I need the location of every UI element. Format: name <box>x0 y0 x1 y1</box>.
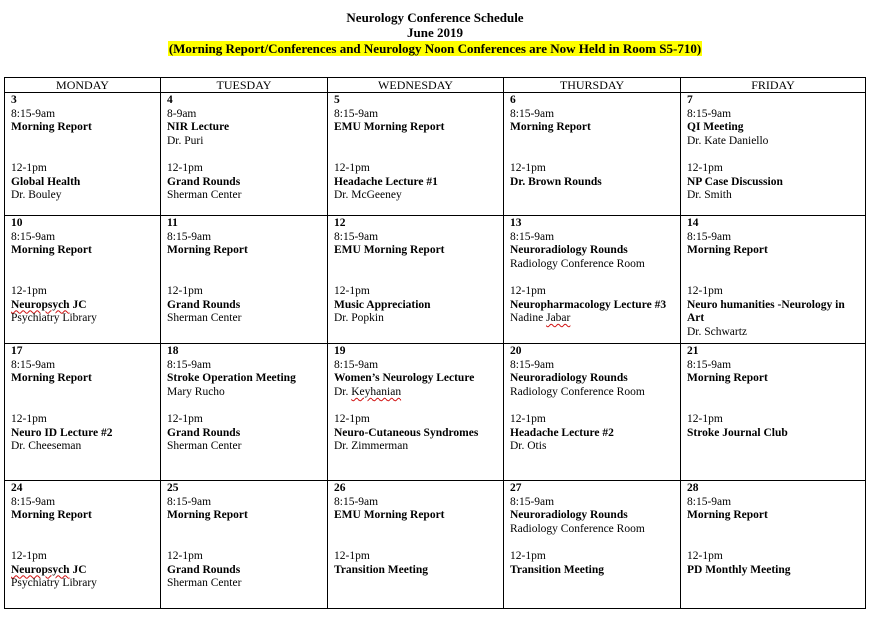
noon-time: 12-1pm <box>334 161 370 174</box>
day-number: 24 <box>11 482 23 494</box>
morning-time: 8:15-9am <box>687 358 732 371</box>
day-cell <box>328 344 504 481</box>
morning-event-title: Neuroradiology Rounds <box>510 372 628 385</box>
noon-time: 12-1pm <box>11 412 47 425</box>
document-subtitle: June 2019 <box>407 25 463 40</box>
noon-event-title: Neuropsych JC <box>11 298 87 311</box>
noon-event-title: Music Appreciation <box>334 298 431 311</box>
day-header-friday: FRIDAY <box>681 78 866 93</box>
noon-event-title: Neuropharmacology Lecture #3 <box>510 298 667 311</box>
noon-time: 12-1pm <box>510 549 546 562</box>
day-number: 26 <box>334 482 346 494</box>
noon-event-title: Headache Lecture #2 <box>510 426 614 439</box>
noon-time: 12-1pm <box>510 284 546 297</box>
slot-spacer <box>167 399 321 413</box>
day-number: 20 <box>510 345 522 357</box>
day-cell <box>681 344 866 481</box>
slot-spacer <box>687 386 859 413</box>
day-cell <box>5 216 161 344</box>
morning-event-detail: Radiology Conference Room <box>510 257 645 270</box>
day-number: 4 <box>167 94 173 106</box>
noon-time: 12-1pm <box>334 549 370 562</box>
morning-event-title: Neuroradiology Rounds <box>510 509 628 522</box>
day-header-row <box>5 78 866 93</box>
morning-event-detail: Dr. Puri <box>167 134 204 147</box>
day-cell <box>5 481 161 609</box>
noon-time: 12-1pm <box>510 412 546 425</box>
morning-time: 8:15-9am <box>687 230 732 243</box>
slot-spacer <box>687 258 859 285</box>
slot-spacer <box>687 523 859 550</box>
morning-event-title: Neuroradiology Rounds <box>510 244 628 257</box>
schedule-table <box>4 77 866 609</box>
noon-event-detail: Dr. Otis <box>510 440 547 453</box>
morning-time: 8:15-9am <box>510 358 555 371</box>
noon-time: 12-1pm <box>334 284 370 297</box>
day-number: 12 <box>334 217 346 229</box>
morning-time: 8:15-9am <box>11 495 56 508</box>
morning-event-title: EMU Morning Report <box>334 509 445 522</box>
noon-event-title: Neuro ID Lecture #2 <box>11 426 113 439</box>
slot-spacer <box>334 135 497 162</box>
slot-spacer <box>11 135 154 162</box>
noon-event-detail: Sherman Center <box>167 577 242 590</box>
day-cell <box>5 93 161 216</box>
day-cell <box>161 216 328 344</box>
day-header-tuesday: TUESDAY <box>161 78 328 93</box>
day-cell <box>681 481 866 609</box>
morning-event-detail: Radiology Conference Room <box>510 522 645 535</box>
slot-spacer <box>510 271 674 285</box>
morning-time: 8:15-9am <box>11 107 56 120</box>
day-cell <box>504 344 681 481</box>
noon-time: 12-1pm <box>687 549 723 562</box>
slot-spacer <box>334 258 497 285</box>
slot-spacer <box>167 148 321 162</box>
noon-event-detail: Psychiatry Library <box>11 312 97 325</box>
morning-event-title: QI Meeting <box>687 121 744 134</box>
noon-time: 12-1pm <box>510 161 546 174</box>
morning-time: 8:15-9am <box>11 358 56 371</box>
day-cell <box>504 216 681 344</box>
day-cell <box>328 93 504 216</box>
day-number: 13 <box>510 217 522 229</box>
morning-time: 8:15-9am <box>687 107 732 120</box>
morning-time: 8:15-9am <box>510 107 555 120</box>
morning-event-detail: Dr. Keyhanian <box>334 385 402 398</box>
morning-event-title: Morning Report <box>510 121 591 134</box>
slot-spacer <box>687 148 859 162</box>
day-number: 7 <box>687 94 693 106</box>
day-number: 18 <box>167 345 179 357</box>
noon-event-detail: Sherman Center <box>167 189 242 202</box>
noon-time: 12-1pm <box>11 161 47 174</box>
morning-time: 8-9am <box>167 107 197 120</box>
morning-event-title: Morning Report <box>167 509 248 522</box>
morning-time: 8:15-9am <box>510 495 555 508</box>
noon-event-detail: Dr. Zimmerman <box>334 440 409 453</box>
morning-event-title: Morning Report <box>11 121 92 134</box>
noon-event-title: NP Case Discussion <box>687 175 783 188</box>
noon-event-detail: Dr. Schwartz <box>687 325 748 338</box>
week-row <box>5 481 866 609</box>
day-cell <box>328 481 504 609</box>
slot-spacer <box>510 536 674 550</box>
morning-event-detail: Dr. Kate Daniello <box>687 134 769 147</box>
day-number: 25 <box>167 482 179 494</box>
noon-event-title: Transition Meeting <box>334 563 429 576</box>
noon-event-title: Global Health <box>11 175 81 188</box>
morning-event-title: Morning Report <box>687 244 768 257</box>
noon-event-detail: Dr. Bouley <box>11 189 62 202</box>
morning-time: 8:15-9am <box>167 230 212 243</box>
noon-event-detail: Dr. Popkin <box>334 312 384 325</box>
day-number: 5 <box>334 94 340 106</box>
noon-event-title: Grand Rounds <box>167 426 241 439</box>
noon-time: 12-1pm <box>167 549 203 562</box>
slot-spacer <box>11 523 154 550</box>
morning-event-detail: Mary Rucho <box>167 385 225 398</box>
day-number: 19 <box>334 345 346 357</box>
morning-event-title: Morning Report <box>167 244 248 257</box>
day-cell <box>161 481 328 609</box>
day-number: 28 <box>687 482 699 494</box>
noon-event-detail: Dr. Cheeseman <box>11 440 82 453</box>
noon-time: 12-1pm <box>687 161 723 174</box>
noon-event-title: Transition Meeting <box>510 563 605 576</box>
noon-event-title: Stroke Journal Club <box>687 426 788 439</box>
noon-event-title: PD Monthly Meeting <box>687 563 791 576</box>
morning-time: 8:15-9am <box>11 230 56 243</box>
slot-spacer <box>510 399 674 413</box>
noon-time: 12-1pm <box>167 161 203 174</box>
noon-event-title: Headache Lecture #1 <box>334 175 438 188</box>
noon-event-title: Neuro-Cutaneous Syndromes <box>334 426 479 439</box>
day-number: 3 <box>11 94 17 106</box>
slot-spacer <box>167 258 321 285</box>
day-cell <box>681 216 866 344</box>
morning-event-title: Morning Report <box>11 244 92 257</box>
document-title: Neurology Conference Schedule <box>346 10 524 25</box>
noon-time: 12-1pm <box>687 412 723 425</box>
noon-event-detail: Sherman Center <box>167 312 242 325</box>
morning-event-title: Morning Report <box>687 509 768 522</box>
noon-event-detail: Nadine Jabar <box>510 312 571 325</box>
noon-event-detail: Dr. McGeeney <box>334 189 402 202</box>
morning-time: 8:15-9am <box>687 495 732 508</box>
noon-event-title: Dr. Brown Rounds <box>510 175 602 188</box>
morning-time: 8:15-9am <box>334 230 379 243</box>
morning-time: 8:15-9am <box>334 358 379 371</box>
day-cell <box>161 93 328 216</box>
day-number: 11 <box>167 217 178 229</box>
noon-event-title: Grand Rounds <box>167 175 241 188</box>
slot-spacer <box>334 523 497 550</box>
day-number: 21 <box>687 345 699 357</box>
day-cell <box>328 216 504 344</box>
noon-event-detail: Dr. Smith <box>687 189 732 202</box>
slot-spacer <box>11 386 154 413</box>
morning-time: 8:15-9am <box>334 495 379 508</box>
noon-event-title: Neuropsych JC <box>11 563 87 576</box>
document-header <box>0 10 870 58</box>
morning-event-title: Stroke Operation Meeting <box>167 372 296 385</box>
morning-event-detail: Radiology Conference Room <box>510 385 645 398</box>
morning-time: 8:15-9am <box>167 495 212 508</box>
noon-event-title: Grand Rounds <box>167 563 241 576</box>
day-cell <box>161 344 328 481</box>
noon-event-detail: Psychiatry Library <box>11 577 97 590</box>
week-row <box>5 344 866 481</box>
morning-event-title: EMU Morning Report <box>334 244 445 257</box>
noon-event-detail: Sherman Center <box>167 440 242 453</box>
morning-event-title: EMU Morning Report <box>334 121 445 134</box>
week-row <box>5 216 866 344</box>
morning-event-title: Morning Report <box>11 509 92 522</box>
morning-time: 8:15-9am <box>510 230 555 243</box>
noon-time: 12-1pm <box>11 549 47 562</box>
morning-event-title: NIR Lecture <box>167 121 230 134</box>
noon-time: 12-1pm <box>167 284 203 297</box>
noon-time: 12-1pm <box>334 412 370 425</box>
day-cell <box>504 481 681 609</box>
room-notice: (Morning Report/Conferences and Neurology Noon Conferences are Now Held in Room S5-710) <box>168 41 702 56</box>
morning-event-title: Morning Report <box>11 372 92 385</box>
morning-time: 8:15-9am <box>167 358 212 371</box>
slot-spacer <box>334 399 497 413</box>
morning-event-title: Morning Report <box>687 372 768 385</box>
day-number: 6 <box>510 94 516 106</box>
day-number: 10 <box>11 217 23 229</box>
morning-event-title: Women’s Neurology Lecture <box>334 372 475 385</box>
day-cell <box>5 344 161 481</box>
noon-event-title: Neuro humanities -Neurology in Art <box>687 298 845 325</box>
slot-spacer <box>510 135 674 162</box>
day-number: 17 <box>11 345 23 357</box>
noon-time: 12-1pm <box>167 412 203 425</box>
noon-time: 12-1pm <box>11 284 47 297</box>
week-row <box>5 93 866 216</box>
slot-spacer <box>167 523 321 550</box>
slot-spacer <box>11 258 154 285</box>
day-header-monday: MONDAY <box>5 78 161 93</box>
morning-time: 8:15-9am <box>334 107 379 120</box>
day-header-thursday: THURSDAY <box>504 78 681 93</box>
day-number: 14 <box>687 217 699 229</box>
day-cell <box>504 93 681 216</box>
day-header-wednesday: WEDNESDAY <box>328 78 504 93</box>
noon-event-title: Grand Rounds <box>167 298 241 311</box>
day-number: 27 <box>510 482 522 494</box>
noon-time: 12-1pm <box>687 284 723 297</box>
day-cell <box>681 93 866 216</box>
